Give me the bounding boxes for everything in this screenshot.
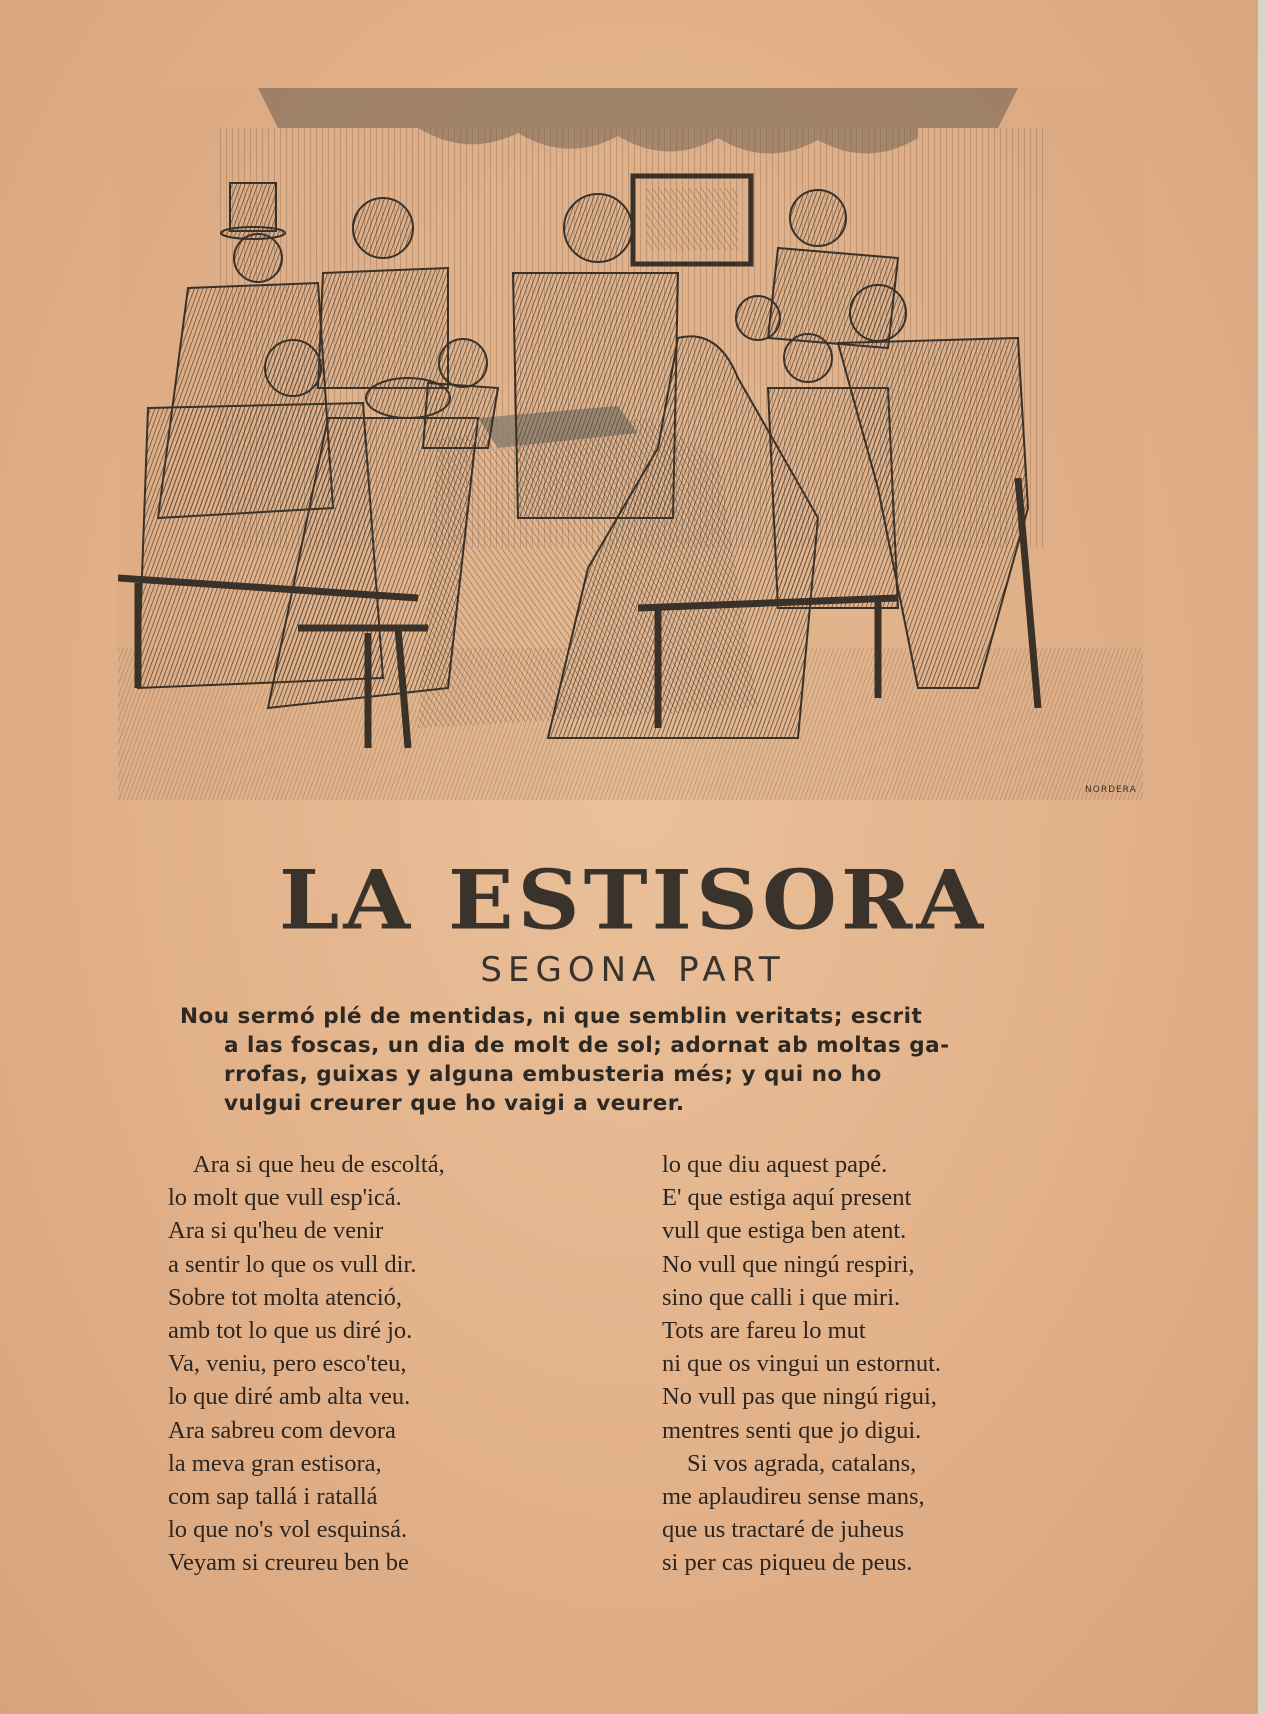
poem-line: que us tractaré de juheus [662, 1516, 905, 1544]
poem-line: Va, veniu, pero esco'teu, [168, 1350, 407, 1378]
poem-line: lo molt que vull esp'icá. [168, 1184, 402, 1212]
description-block [180, 1002, 1100, 1118]
poem-line: No vull que ningú respiri, [662, 1250, 915, 1278]
poem-line: Sobre tot molta atenció, [168, 1283, 403, 1311]
page-subtitle: SEGONA PART [480, 950, 786, 990]
poem-line: lo que diré amb alta veu. [168, 1383, 411, 1411]
poem-line: Ara si qu'heu de venir [168, 1217, 384, 1245]
poem-line: a sentir lo que os vull dir. [168, 1250, 417, 1278]
description-line: rrofas, guixas y alguna embusteria més; y qui no ho [224, 1062, 882, 1087]
description-line: Nou sermó plé de mentidas, ni que semblin veritats; escrit [180, 1004, 923, 1029]
poem-line: Ara sabreu com devora [168, 1416, 396, 1444]
poem-line: amb tot lo que us diré jo. [168, 1317, 413, 1345]
poem-line: com sap tallá i ratallá [168, 1483, 378, 1511]
poem-line: Tots are fareu lo mut [662, 1317, 866, 1345]
poem-line: No vull pas que ningú rigui, [662, 1383, 937, 1411]
poem-line: lo que no's vol esquinsá. [168, 1516, 408, 1544]
poem-line: la meva gran estisora, [168, 1449, 382, 1477]
poem-left-column [168, 1148, 588, 1580]
poem-line: lo que diu aquest papé. [662, 1151, 888, 1178]
illustration-signature: NORDERA [1085, 785, 1137, 795]
description-line: a las foscas, un dia de molt de sol; adornat ab moltas ga- [224, 1033, 950, 1058]
poem-line: sino que calli i que miri. [662, 1283, 901, 1311]
poem-line: E' que estiga aquí present [662, 1184, 912, 1212]
poem-line: si per cas piqueu de peus. [662, 1549, 913, 1577]
poem-line: vull que estiga ben atent. [662, 1217, 907, 1245]
poem-line: Ara si que heu de escoltá, [193, 1151, 445, 1178]
poem-right-column [662, 1148, 1082, 1580]
poem-line: me aplaudireu sense mans, [662, 1483, 925, 1511]
poem-line: Si vos agrada, catalans, [687, 1449, 917, 1477]
poem-line: ni que os vingui un estornut. [662, 1350, 942, 1378]
poem-line: Veyam si creureu ben be [168, 1549, 409, 1577]
tavern-engraving-illustration [118, 88, 1143, 800]
page-title: LA ESTISORA [278, 852, 988, 949]
poem-line: mentres senti que jo digui. [662, 1416, 922, 1444]
description-line: vulgui creurer que ho vaigi a veurer. [224, 1091, 685, 1116]
